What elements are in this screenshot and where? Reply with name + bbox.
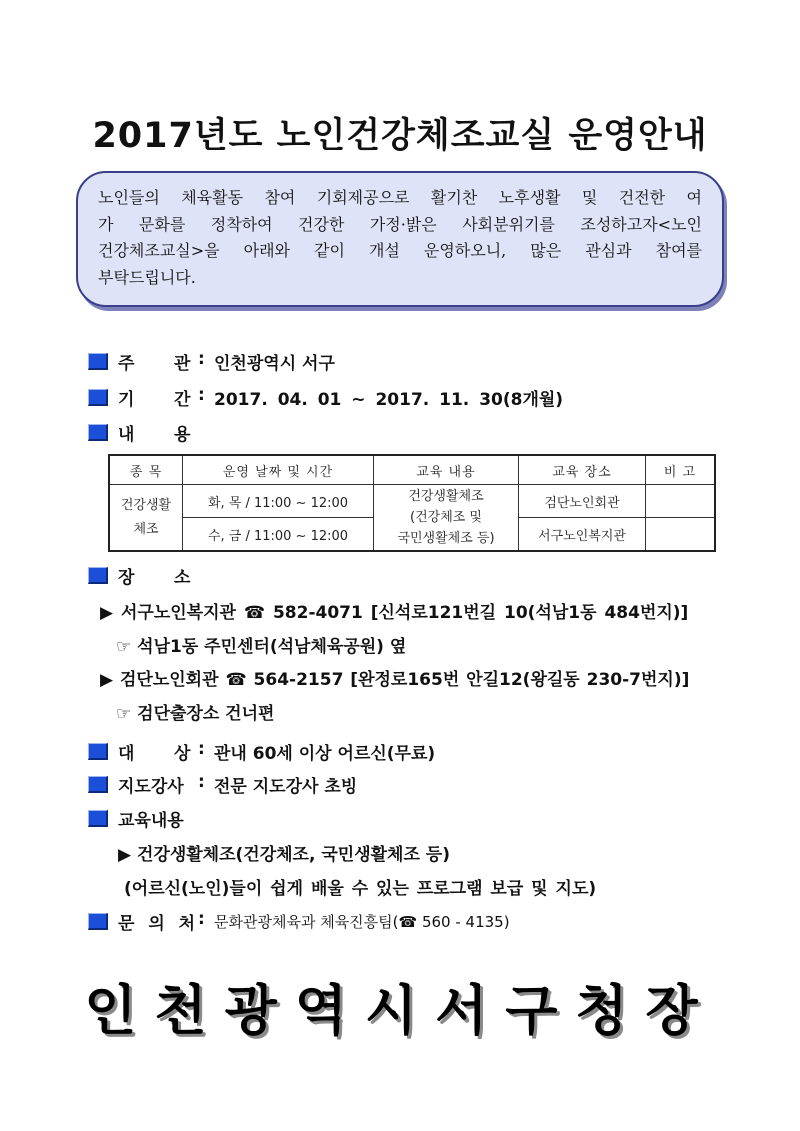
square-bullet-icon: [88, 776, 108, 793]
square-bullet-icon: [88, 567, 108, 584]
note-cell: [646, 485, 716, 518]
education-desc: (어르신(노인)들이 쉽게 배울 수 있는 프로그램 보급 및 지도): [124, 879, 597, 899]
intro-line-1: 노인들의 체육활동 참여 기회제공으로 활기찬 노후생활 및 건전한 여: [98, 188, 702, 207]
square-bullet-icon: [88, 353, 108, 370]
intro-line-4: 부탁드립니다.: [98, 267, 196, 287]
colon: :: [198, 909, 205, 929]
education-label: 교육내용: [118, 811, 184, 831]
program-line: 국민생활체조 등): [397, 531, 495, 546]
colon: :: [198, 349, 205, 369]
venue-place-1: ▶ 서구노인복지관 ☎ 582-4071 [신석로121번길 10(석남1동 484번지)]: [100, 603, 689, 623]
colon: :: [198, 385, 205, 405]
inquiry-label: 문 의 처: [118, 914, 200, 934]
venue-place-1-note: ☞ 석남1동 주민센터(석남체육공원) 옆: [116, 637, 407, 657]
venue-place-2: ▶ 검단노인회관 ☎ 564-2157 [완정로165번 안길12(왕길동 230-7번지)]: [100, 670, 690, 690]
category-cell: 건강생활 체조: [109, 485, 183, 552]
program-line: 건강생활체조: [408, 489, 484, 504]
time-cell: 화, 목 / 11:00 ~ 12:00: [183, 485, 374, 518]
program-cell: [374, 485, 519, 552]
table-header-row: [109, 455, 715, 485]
instructor-label: 지도강사: [118, 777, 184, 797]
time-cell: 수, 금 / 11:00 ~ 12:00: [183, 518, 374, 552]
inquiry-value: 문화관광체육과 체육진흥팀(☎ 560 - 4135): [214, 913, 510, 931]
table-header: 교육 장소: [519, 455, 646, 485]
place-cell: 검단노인회관: [519, 485, 646, 518]
organizer-value: 인천광역시 서구: [214, 354, 335, 374]
intro-box: [76, 171, 724, 307]
note-cell: [646, 518, 716, 552]
schedule-table: [108, 454, 716, 552]
square-bullet-icon: [88, 743, 108, 760]
colon: :: [198, 772, 205, 792]
colon: :: [198, 739, 205, 759]
intro-line-3: 건강체조교실>을 아래와 같이 개설 운영하오니, 많은 관심과 참여를: [98, 241, 702, 260]
venue-place-2-note: ☞ 검단출장소 건너편: [116, 704, 275, 724]
table-header: 비 고: [646, 455, 716, 485]
page-title: 2017년도 노인건강체조교실 운영안내: [92, 116, 708, 156]
program-line: (건강체조 및: [410, 510, 482, 525]
table-row: [109, 485, 715, 518]
square-bullet-icon: [88, 389, 108, 406]
table-header: 교육 내용: [374, 455, 519, 485]
instructor-value: 전문 지도강사 초빙: [214, 777, 358, 797]
square-bullet-icon: [88, 913, 108, 930]
issuer-footer: 인천광역시서구청장: [84, 979, 716, 1042]
intro-line-2: 가 문화를 정착하여 건강한 가정·밝은 사회분위기를 조성하고자<노인: [98, 214, 702, 234]
target-value: 관내 60세 이상 어르신(무료): [214, 744, 436, 764]
square-bullet-icon: [88, 810, 108, 827]
table-header: 종 목: [109, 455, 183, 485]
square-bullet-icon: [88, 424, 108, 441]
education-item: ▶ 건강생활체조(건강체조, 국민생활체조 등): [118, 845, 450, 865]
place-cell: 서구노인복지관: [519, 518, 646, 552]
table-header: 운영 날짜 및 시간: [183, 455, 374, 485]
period-value: 2017. 04. 01 ~ 2017. 11. 30(8개월): [214, 390, 564, 410]
